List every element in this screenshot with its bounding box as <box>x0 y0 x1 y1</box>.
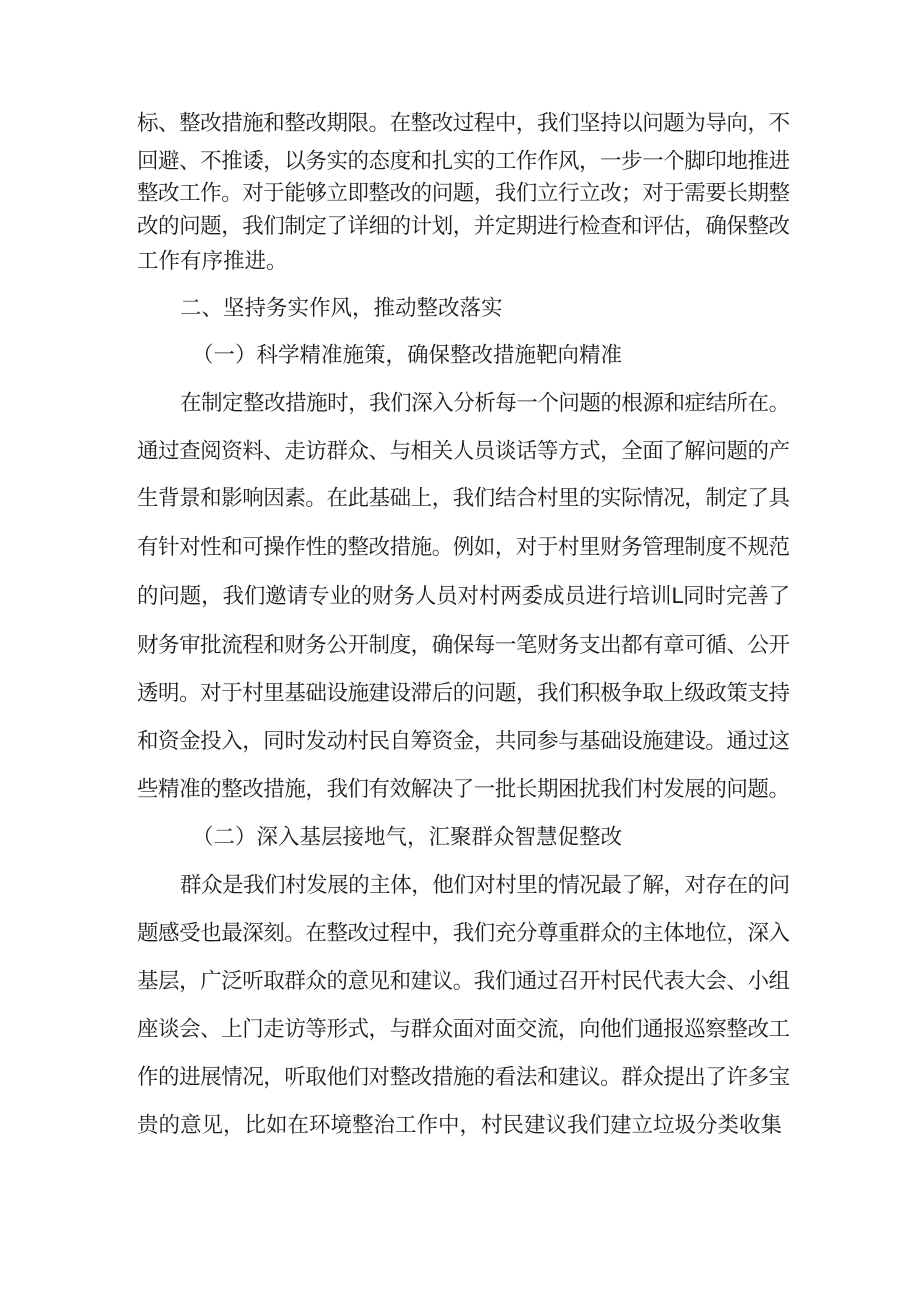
paragraph-1-line-1: 标、整改措施和整改期限。在整改过程中，我们坚持以问题为导向，不 <box>137 111 790 136</box>
paragraph-3-line-5: 作的进展情况，听取他们对整改措施的看法和建议。群众提出了许多宝 <box>137 1065 790 1090</box>
paragraph-2-line-7: 透明。对于村里基础设施建设滞后的问题，我们积极争取上级政策支持 <box>137 681 790 706</box>
paragraph-2-line-3: 生背景和影响因素。在此基础上，我们结合村里的实际情况，制定了具 <box>137 486 790 511</box>
paragraph-2-line-9: 些精准的整改措施，我们有效解决了一批长期困扰我们村发展的问题。 <box>137 777 790 802</box>
section-heading-2: 二、坚持务实作风，推动整改落实 <box>180 296 503 321</box>
paragraph-3-line-6: 贵的意见，比如在环境整治工作中，村民建议我们建立垃圾分类收集 <box>137 1113 783 1138</box>
paragraph-1-line-3: 整改工作。对于能够立即整改的问题，我们立行立改；对于需要长期整 <box>137 181 790 206</box>
paragraph-2-line-8: 和资金投入，同时发动村民自筹资金，共同参与基础设施建设。通过这 <box>137 729 790 754</box>
paragraph-3-line-3: 基层，广泛听取群众的意见和建议。我们通过召开村民代表大会、小组 <box>137 969 790 994</box>
paragraph-2-line-6: 财务审批流程和财务公开制度，确保每一笔财务支出都有章可循、公开 <box>137 633 790 658</box>
paragraph-2-line-1: 在制定整改措施时，我们深入分析每一个问题的根源和症结所在。 <box>180 391 790 416</box>
paragraph-1-line-2: 回避、不推诿，以务实的态度和扎实的工作作风，一步一个脚印地推进 <box>137 149 790 174</box>
paragraph-2-line-5: 的问题，我们邀请专业的财务人员对村两委成员进行培训L同时完善了 <box>137 584 790 609</box>
paragraph-3-line-1: 群众是我们村发展的主体，他们对村里的情况最了解，对存在的问 <box>180 873 790 898</box>
paragraph-3-line-2: 题感受也最深刻。在整改过程中，我们充分尊重群众的主体地位，深入 <box>137 921 790 946</box>
paragraph-2-line-4: 有针对性和可操作性的整改措施。例如，对于村里财务管理制度不规范 <box>137 535 790 560</box>
paragraph-1-line-4: 改的问题，我们制定了详细的计划，并定期进行检查和评估，确保整改 <box>137 214 790 239</box>
paragraph-1-line-5: 工作有序推进。 <box>137 249 288 274</box>
paragraph-2-line-2: 通过查阅资料、走访群众、与相关人员谈话等方式，全面了解问题的产 <box>137 439 790 464</box>
paragraph-3-line-4: 座谈会、上门走访等形式，与群众面对面交流，向他们通报巡察整改工 <box>137 1017 790 1042</box>
subheading-2: （二）深入基层接地气，汇聚群众智慧促整改 <box>192 825 623 850</box>
subheading-1: （一）科学精准施策，确保整改措施靶向精准 <box>192 343 623 368</box>
